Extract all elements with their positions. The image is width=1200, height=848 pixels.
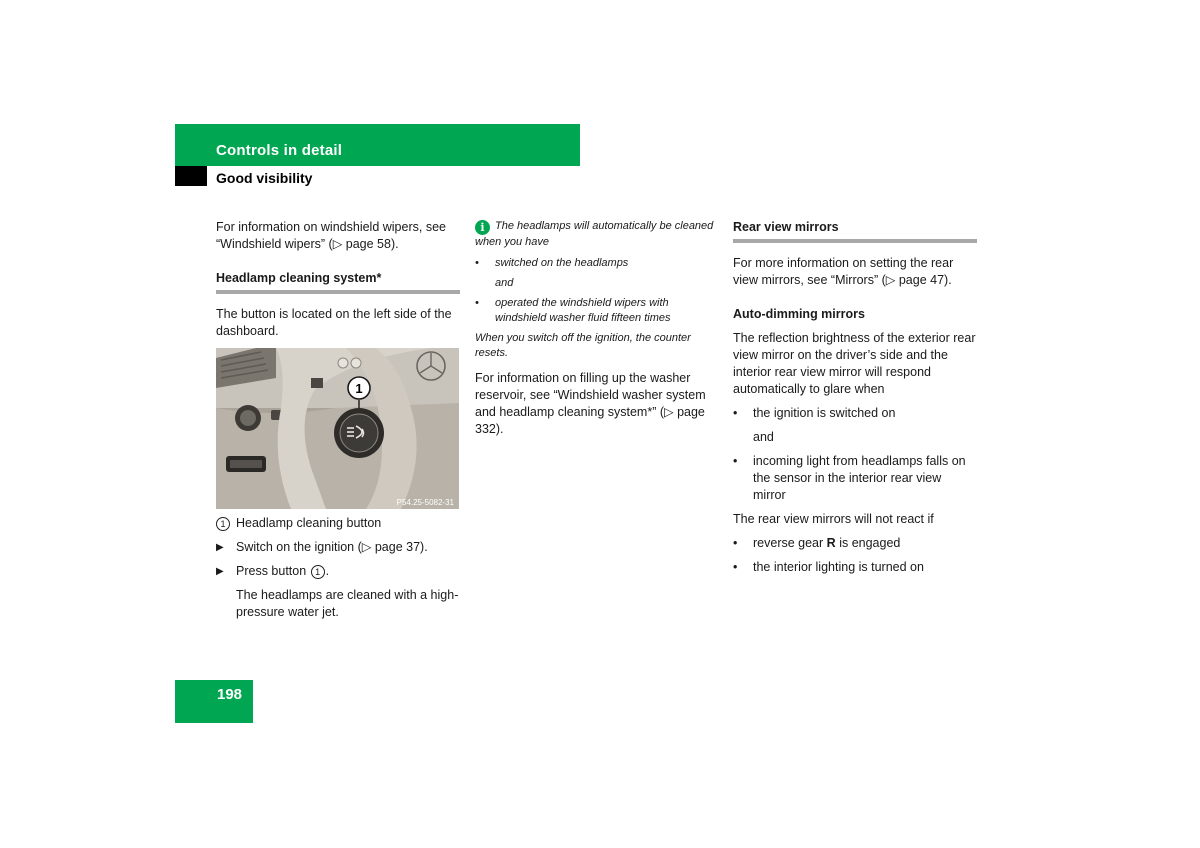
gear-letter: R	[826, 536, 836, 550]
list-item	[733, 453, 977, 504]
bullet-icon: •	[733, 536, 738, 550]
note-reset-text: When you switch off the ignition, the counter resets.	[475, 332, 691, 359]
list-item	[733, 535, 977, 552]
wipers-reference: For information on windshield wipers, see “Windshield wipers” (▷ page 58).	[216, 220, 446, 251]
arrow-right-icon: ▶	[216, 566, 224, 577]
callout-number: 1	[355, 381, 363, 396]
info-note	[475, 219, 721, 361]
auto-dimming-heading: Auto-dimming mirrors	[733, 307, 865, 321]
note-bullet	[475, 256, 721, 271]
caption-number-badge: 1	[216, 517, 230, 531]
section-title: Controls in detail	[216, 142, 343, 159]
dashboard-photo	[216, 348, 459, 509]
step-suffix: .	[325, 564, 330, 578]
page-number: 198	[217, 686, 243, 703]
no-react-text: The rear view mirrors will not react if	[733, 512, 934, 526]
note-intro-line	[475, 219, 721, 250]
gear-prefix: reverse gear	[753, 536, 824, 550]
and-text: and	[753, 430, 774, 444]
note-bullet	[475, 296, 721, 326]
list-item	[733, 559, 977, 576]
dashboard-illustration	[216, 348, 459, 509]
note-and: and	[495, 277, 514, 289]
mirrors-reference: For more information on setting the rear view mirrors, see “Mirrors” (▷ page 47).	[733, 256, 954, 287]
list-item-text	[753, 535, 900, 552]
note-bullet-text: switched on the headlamps	[495, 257, 629, 269]
arrow-right-icon: ▶	[216, 542, 224, 553]
image-caption	[216, 515, 460, 532]
middle-column	[475, 219, 721, 438]
step-switch-ignition	[216, 539, 460, 556]
gear-suffix: is engaged	[839, 536, 901, 550]
bullet-icon: •	[475, 297, 479, 309]
list-item	[733, 405, 977, 422]
step-text	[236, 563, 329, 580]
step-text: Switch on the ignition (▷ page 37).	[236, 540, 428, 554]
list-item-text: incoming light from headlamps falls on the sensor in the interior rear view mirror	[753, 454, 966, 502]
note-intro: The headlamps will automatically be cleaned when you have	[475, 220, 714, 248]
left-column	[216, 219, 460, 621]
dimming-text: The reflection brightness of the exterior rear view mirror on the driver’s side and the interior rear view mirror will respond automatically to glare when	[733, 331, 976, 396]
rear-view-mirrors-heading: Rear view mirrors	[733, 219, 977, 243]
step-press-button	[216, 563, 460, 580]
subsection-title: Good visibility	[216, 170, 313, 186]
button-location-text: The button is located on the left side of the dashboard.	[216, 307, 452, 338]
list-item-text: the ignition is switched on	[753, 406, 896, 420]
step-prefix: Press button	[236, 564, 307, 578]
bullet-icon: •	[733, 406, 738, 420]
headlamp-cleaning-heading: Headlamp cleaning system*	[216, 270, 460, 294]
right-column	[733, 219, 977, 583]
bullet-icon: •	[475, 257, 479, 269]
info-icon: i	[475, 220, 490, 235]
bullet-icon: •	[733, 454, 738, 468]
list-item-text: the interior lighting is turned on	[753, 560, 924, 574]
refill-reference: For information on filling up the washer reservoir, see “Windshield washer system and headlamp cleaning system*” (▷ page 332).	[475, 371, 706, 436]
bullet-icon: •	[733, 560, 738, 574]
caption-text: Headlamp cleaning button	[236, 516, 382, 530]
cleaning-result-text: The headlamps are cleaned with a high-pressure water jet.	[236, 588, 459, 619]
image-code: P54.25-5082-31	[396, 498, 454, 507]
note-bullet-text: operated the windshield wipers with windshield washer fluid fifteen times	[495, 297, 671, 324]
section-marker	[175, 166, 207, 186]
button-number-badge: 1	[311, 565, 325, 579]
